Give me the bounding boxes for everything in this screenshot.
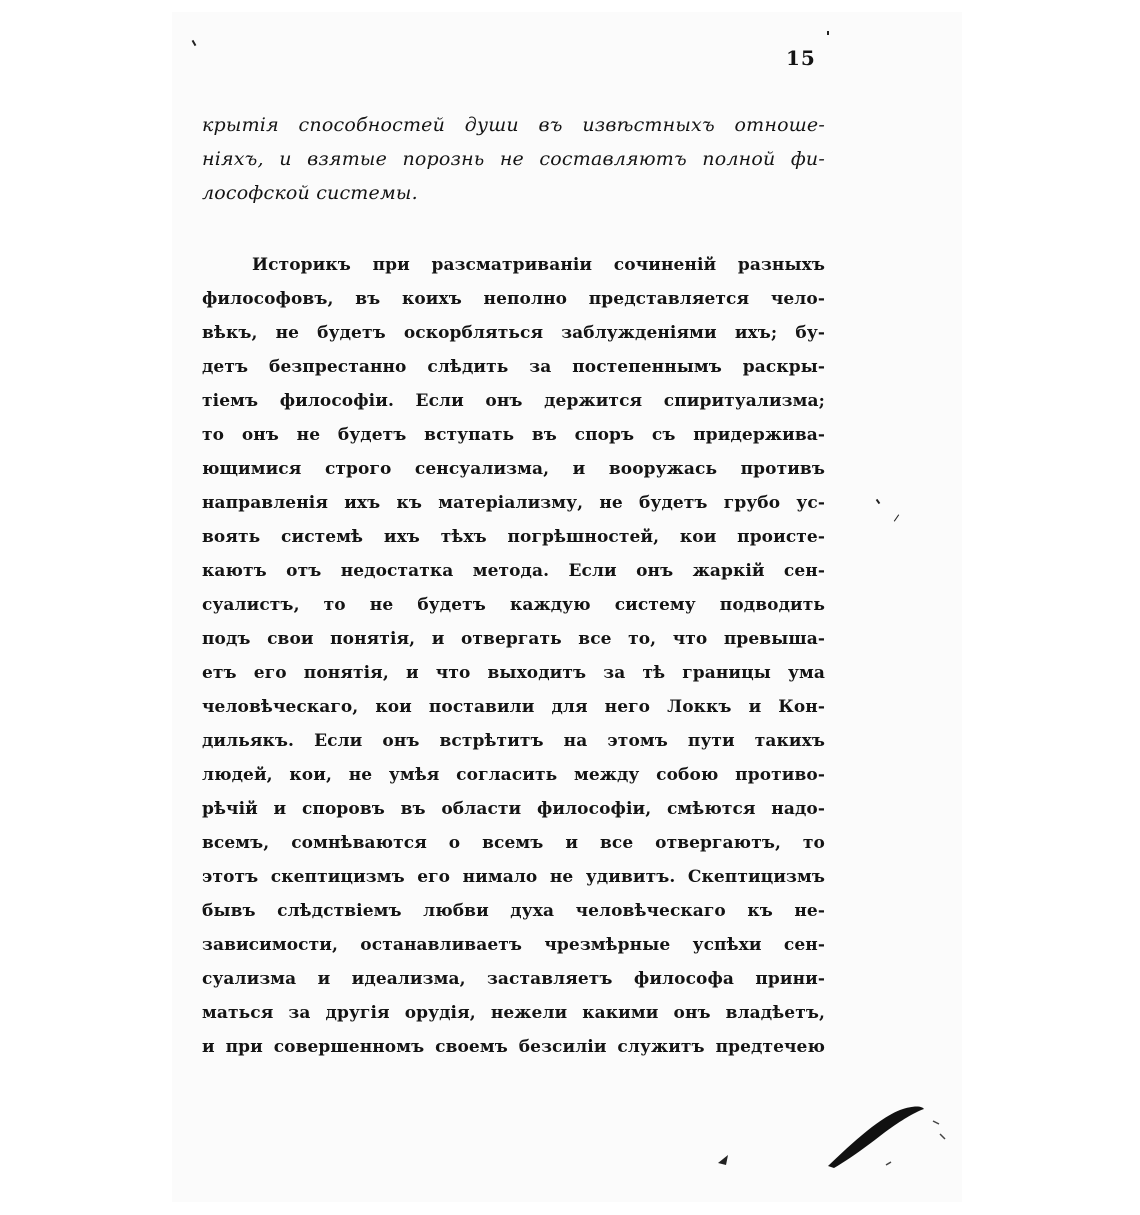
paragraph-line: тіемъ философіи. Если онъ держится спиритуализма; <box>202 391 825 411</box>
scan-speck <box>827 31 829 35</box>
paragraph-line: людей, кои, не умѣя согласить между собою противо- <box>202 765 825 785</box>
paragraph-line: Историкъ при разсматриваніи сочиненій разныхъ <box>252 255 825 275</box>
paragraph-line: философовъ, въ коихъ неполно представляется чело- <box>202 289 825 309</box>
small-mark <box>933 1121 939 1124</box>
continuation-line: лософской системы. <box>202 182 418 204</box>
paragraph-line: подъ свои понятія, и отвергать все то, что превыша- <box>202 629 825 649</box>
continuation-line: ніяхъ, и взятые порознь не составляютъ полной фи- <box>202 148 825 170</box>
ink-stroke <box>828 1107 924 1169</box>
paragraph-line: етъ его понятія, и что выходитъ за тѣ границы ума <box>202 663 825 683</box>
small-mark <box>718 1155 728 1165</box>
paragraph-line: человѣческаго, кои поставили для него Локкъ и Кон- <box>202 697 825 717</box>
paragraph-line: то онъ не будетъ вступать въ споръ съ придержива- <box>202 425 825 445</box>
paragraph-line: и при совершенномъ своемъ безсиліи служитъ предтечею <box>202 1037 825 1057</box>
paragraph-line: маться за другія орудія, нежели какими онъ владѣетъ, <box>202 1003 825 1023</box>
paragraph-line: ющимися строго сенсуализма, и вооружась противъ <box>202 459 825 479</box>
small-mark <box>940 1134 945 1139</box>
paragraph-line: суалистъ, то не будетъ каждую систему подводить <box>202 595 825 615</box>
scan-artifact-stroke <box>710 1098 960 1178</box>
page-number: 15 <box>786 46 816 70</box>
continuation-line: крытія способностей души въ извѣстныхъ отноше- <box>202 114 825 136</box>
paragraph-line: зависимости, останавливаетъ чрезмѣрные успѣхи сен- <box>202 935 825 955</box>
paragraph-line: суализма и идеализма, заставляетъ философа прини- <box>202 969 825 989</box>
paragraph-line: всемъ, сомнѣваются о всемъ и все отвергаютъ, то <box>202 833 825 853</box>
paragraph-line: каютъ отъ недостатка метода. Если онъ жаркій сен- <box>202 561 825 581</box>
paragraph-line: вѣкъ, не будетъ оскорбляться заблужденіями ихъ; бу- <box>202 323 825 343</box>
paragraph-line: направленія ихъ къ матеріализму, не будетъ грубо ус- <box>202 493 825 513</box>
paragraph-line: дильякъ. Если онъ встрѣтитъ на этомъ пути такихъ <box>202 731 825 751</box>
paragraph-line: этотъ скептицизмъ его нимало не удивитъ. Скептицизмъ <box>202 867 825 887</box>
paragraph-line: рѣчій и споровъ въ области философіи, смѣются надо- <box>202 799 825 819</box>
small-mark <box>886 1162 891 1165</box>
paragraph-line: детъ безпрестанно слѣдить за постепеннымъ раскры- <box>202 357 825 377</box>
paragraph-line: бывъ слѣдствіемъ любви духа человѣческаго къ не- <box>202 901 825 921</box>
paragraph-line: воять системѣ ихъ тѣхъ погрѣшностей, кои происте- <box>202 527 825 547</box>
